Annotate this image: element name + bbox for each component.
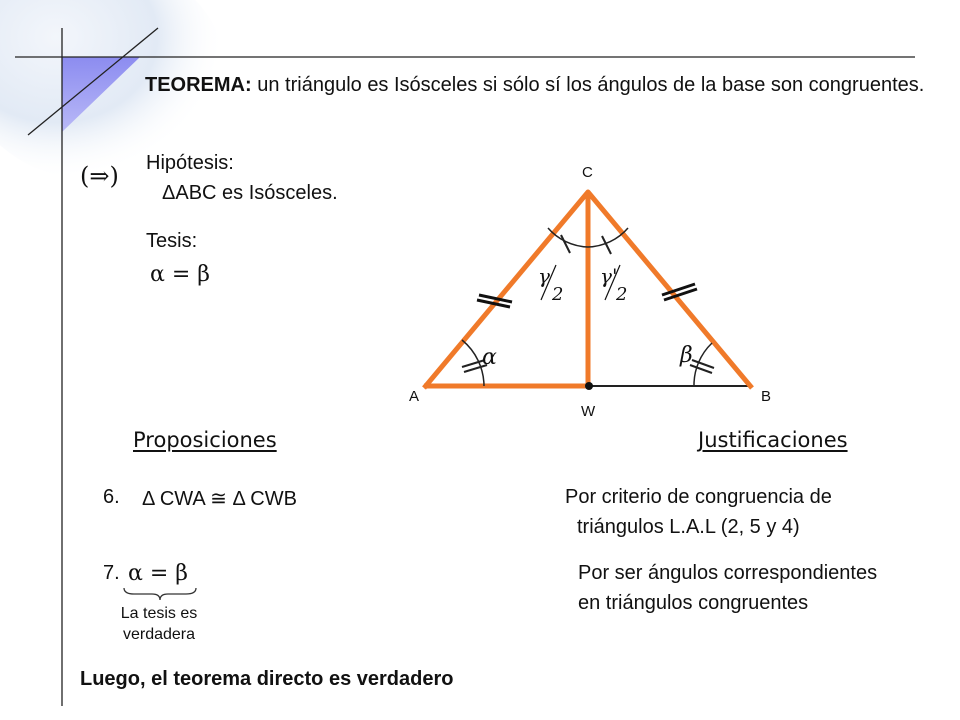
- half-angle-labels: [538, 264, 627, 305]
- beta-label: β: [680, 343, 693, 368]
- gamma-left-tick: [561, 235, 570, 253]
- gamma-right-divisor: 2: [616, 284, 628, 305]
- alpha-label: α: [482, 345, 497, 370]
- step-6-proposition: Δ CWA ≅ Δ CWB: [142, 488, 297, 510]
- vertex-c-label: C: [582, 164, 593, 181]
- gamma-left-label: γ: [538, 264, 550, 288]
- underbrace: [120, 586, 200, 602]
- step-7-justification-line-1: Por ser ángulos correspondientes: [578, 562, 878, 584]
- propositions-header: Proposiciones: [133, 428, 277, 452]
- thesis-note-line-2: verdadera: [122, 626, 196, 643]
- step-6-number: 6.: [103, 486, 120, 508]
- thesis-note: [98, 603, 220, 645]
- step-6-justification-line-2: triángulos L.A.L (2, 5 y 4): [577, 516, 800, 538]
- gamma-left-divisor: 2: [552, 284, 564, 305]
- justifications-header: Justificaciones: [698, 428, 848, 452]
- point-w: [585, 382, 593, 390]
- vertex-a-label: A: [409, 388, 420, 405]
- hypothesis-text: ΔABC es Isósceles.: [162, 182, 338, 204]
- step-7-justification-line-2: en triángulos congruentes: [578, 592, 809, 614]
- gamma-right-label: γ': [600, 264, 618, 288]
- step-7-proposition: α = β: [128, 561, 188, 586]
- step-6-justification-line-1: Por criterio de congruencia de: [565, 486, 832, 508]
- thesis-label: Tesis:: [146, 230, 198, 252]
- conclusion: Luego, el teorema directo es verdadero: [80, 668, 454, 690]
- implication-symbol: (⇒): [80, 162, 119, 190]
- vertex-b-label: B: [761, 388, 772, 405]
- hypothesis-label: Hipótesis:: [146, 152, 234, 174]
- thesis-formula: α = β: [150, 262, 210, 287]
- theorem-label: TEOREMA:: [145, 74, 252, 96]
- point-w-label: W: [581, 403, 596, 420]
- theorem-text: un triángulo es Isósceles si sólo sí los ángulos de la base son congruentes.: [257, 74, 925, 96]
- thesis-note-line-1: La tesis es: [120, 605, 198, 622]
- step-7-number: 7.: [103, 562, 120, 584]
